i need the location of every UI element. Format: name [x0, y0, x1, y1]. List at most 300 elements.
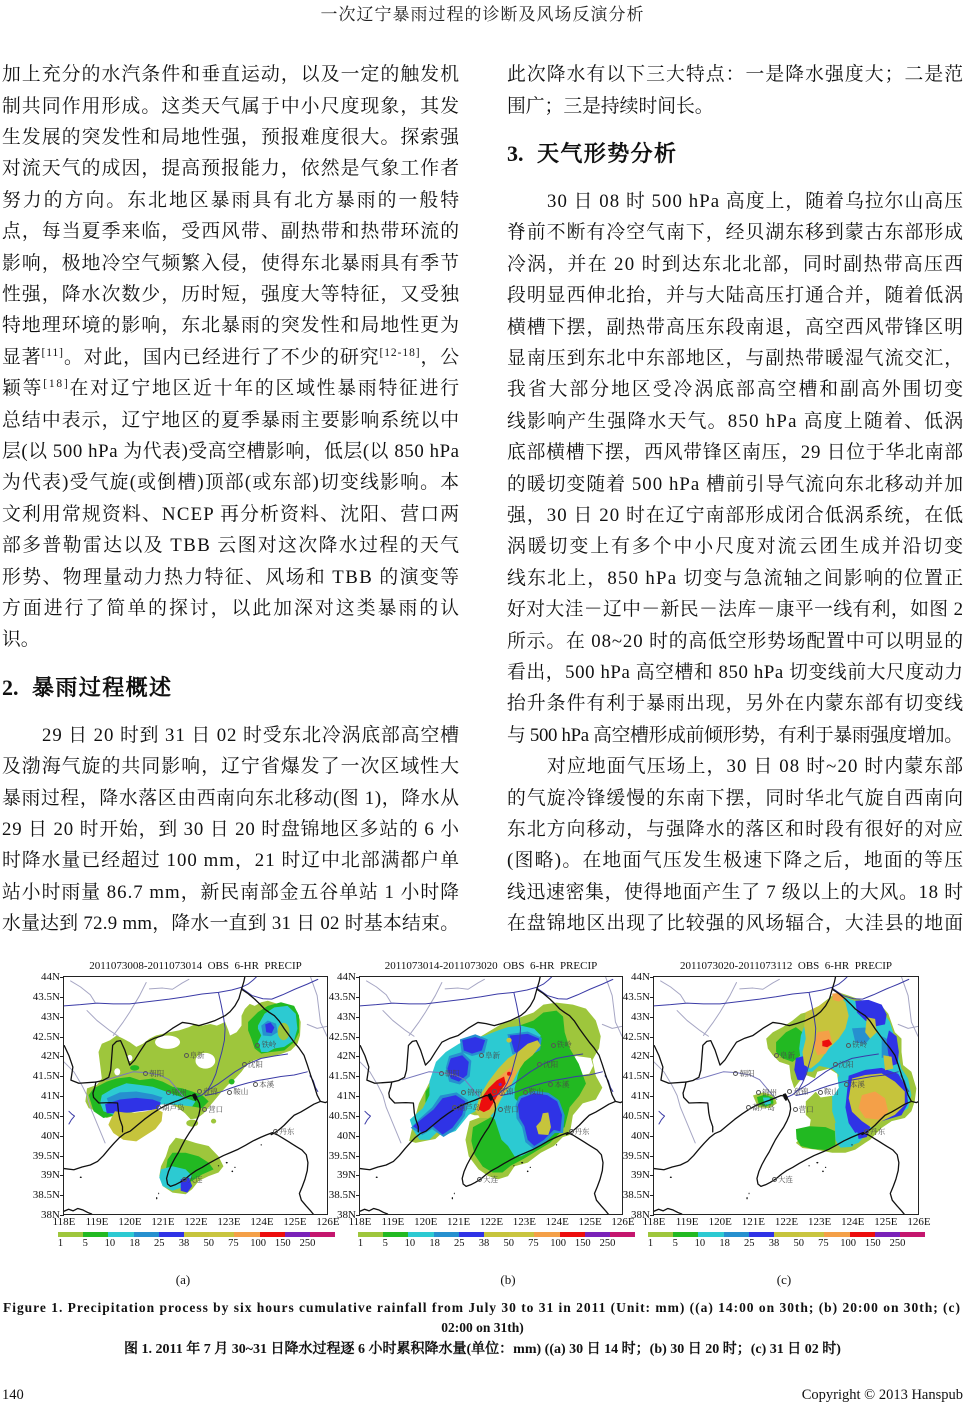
text-line: [2, 405, 459, 436]
station-name: 阜新: [485, 1050, 501, 1060]
text-line: [507, 406, 963, 437]
colorbar-segment: [534, 1232, 559, 1237]
colorbar-segment: [358, 1232, 383, 1237]
text-run: 。对此，国内已经进行了不少的研究: [63, 346, 380, 368]
lat-tick-label: 43.5N: [32, 990, 60, 1003]
text-line-content: 段明显西伸北抬，并与大陆高压打通合并，随着低涡: [507, 285, 965, 307]
text-line: [2, 783, 459, 814]
text-line: [507, 783, 963, 814]
text-line: [507, 217, 963, 248]
precip-area: [211, 1119, 216, 1124]
caption-text: Figure 1. Precipitation process by six hours cumulative rainfall from July 30 to 31 in 2011 (Unit: mm) ((a) 14:00 on 30th; (b) 20:00 on 30th; (c): [3, 1300, 961, 1315]
colorbar-level-label: 100: [840, 1237, 856, 1249]
text-line: [2, 530, 459, 561]
text-line-content: 在盘锦地区出现了比较强的风场辐合，大洼县的地面: [507, 913, 965, 935]
colorbar-level-label: 250: [299, 1237, 316, 1249]
text-line: [507, 908, 963, 939]
colorbar-segment: [749, 1232, 774, 1237]
text-line: [507, 563, 963, 594]
subfigure-label-c: (c): [776, 1272, 792, 1287]
lat-tick-label: 39.5N: [32, 1149, 60, 1162]
lon-tick-label: 123E: [808, 1216, 832, 1228]
text-line: [507, 280, 963, 311]
lat-tick-label: 39N: [41, 1169, 60, 1182]
citation-superscript: [18]: [43, 378, 70, 391]
lat-tick-label: 44N: [337, 971, 356, 983]
lon-tick-label: 120E: [414, 1216, 438, 1228]
lat-tick-label: 38N: [41, 1209, 60, 1221]
station-name: 营口: [208, 1104, 224, 1114]
text-line: [507, 437, 963, 468]
figure-caption-english-line-1: [3, 1299, 960, 1317]
station-name: 朝阳: [149, 1068, 165, 1078]
text-line-content: 30 日 08 时 500 hPa 高度上，随着乌拉尔山高压: [547, 191, 965, 213]
text-line-content: 识。: [2, 629, 40, 651]
lon-tick-label: 126E: [611, 1216, 635, 1228]
lat-tick-label: 41N: [337, 1090, 356, 1102]
text-line-content: 部多普勒雷达以及 TBB 云图对这次降水过程的天气: [2, 535, 461, 557]
text-line-content: 制共同作用形成。这类天气属于中小尺度现象，其发: [2, 95, 461, 117]
lat-tick-label: 40.5N: [32, 1109, 60, 1122]
station-name: 葫芦岛: [457, 1102, 481, 1112]
lon-tick-label: 122E: [774, 1216, 799, 1228]
text-line-content: 与 500 hPa 高空槽形成前倾形势，有利于暴雨强度增加。: [507, 724, 963, 746]
text-line-content: 文利用常规资料、NCEP 再分析资料、沈阳、营口两: [2, 503, 461, 525]
precip-area: [108, 1109, 162, 1141]
text-line-content: 29 日 20 时开始，到 30 日 20 时盘锦地区多站的 6 小: [2, 818, 460, 840]
station-name: 本溪: [554, 1079, 570, 1089]
lon-tick-label: 122E: [184, 1216, 208, 1228]
text-run: ，公: [420, 346, 460, 368]
colorbar-level-label: 250: [889, 1237, 906, 1249]
text-line-content: 抬升条件有利于暴雨出现，另外在内蒙东部有切变线: [507, 693, 965, 715]
lat-tick-label: 43.5N: [622, 990, 650, 1003]
station-name: 丹东: [279, 1126, 295, 1136]
citation-superscript: [11]: [41, 346, 64, 359]
subfigure-label-a: (a): [175, 1272, 191, 1287]
text-line: [2, 624, 459, 655]
station-name: 大连: [483, 1174, 499, 1184]
text-line: [2, 373, 459, 404]
subfigure-label-b: (b): [500, 1272, 516, 1287]
colorbar-segment: [875, 1232, 900, 1237]
lat-tick-label: 41N: [41, 1090, 60, 1102]
figure-caption-english-line-2: 02:00 on 31th): [441, 1320, 524, 1335]
text-run: 颖等: [2, 378, 44, 400]
text-line: [2, 279, 459, 310]
lat-tick-label: 42N: [337, 1050, 356, 1063]
text-line: [507, 500, 963, 531]
station-name: 鞍山: [823, 1087, 839, 1097]
colorbar-segment: [799, 1232, 824, 1237]
section-number: 3.: [507, 141, 524, 167]
page-number: 140: [2, 1387, 24, 1403]
paragraph: [507, 186, 963, 751]
panel-title: 2011073008-2011073014 OBS 6-HR PRECIP: [89, 960, 302, 972]
colorbar-c: [648, 1232, 925, 1237]
map-panel-b: [328, 960, 635, 1228]
colorbar-segment: [484, 1232, 509, 1237]
text-line: [2, 593, 462, 624]
colorbar-segment: [285, 1232, 310, 1237]
station-name: 锦州: [467, 1087, 483, 1097]
colorbar-segment: [698, 1232, 723, 1237]
station-name: 铁岭: [261, 1040, 277, 1050]
colorbar-segment: [900, 1232, 925, 1237]
colorbar-segment: [724, 1232, 749, 1237]
text-line-content: [2, 378, 461, 399]
colorbar-level-label: 150: [864, 1237, 881, 1249]
text-line: [507, 845, 963, 876]
colorbar-segment: [209, 1232, 234, 1237]
text-line: [2, 122, 459, 153]
colorbar-level-label: 50: [203, 1237, 214, 1249]
lat-tick-label: 43N: [337, 1010, 356, 1023]
lon-tick-label: 118E: [642, 1216, 666, 1228]
colorbar-level-label: 18: [129, 1237, 140, 1249]
colorbar-labels-a: [58, 1238, 335, 1250]
text-line: [2, 499, 459, 530]
colorbar-segment: [560, 1232, 585, 1237]
lat-tick-label: 38.5N: [622, 1189, 650, 1202]
lat-tick-label: 42.5N: [32, 1030, 60, 1043]
text-line: [2, 877, 459, 908]
colorbar-labels-c: [648, 1238, 925, 1250]
colorbar-segment: [509, 1232, 534, 1237]
text-line-content: 特地理环境的影响，东北暴雨的突发性和局地性更为: [2, 315, 461, 337]
text-line-content: (图略)。在地面气压发生极速下降之后，地面的等压: [507, 850, 965, 872]
colorbar-segment: [383, 1232, 408, 1237]
paragraph: [2, 720, 459, 940]
lat-tick-label: 38N: [631, 1209, 650, 1221]
lat-tick-label: 39N: [631, 1169, 650, 1182]
text-line-content: 对应地面气压场上，30 日 08 时~20 时内蒙东部: [547, 756, 965, 778]
station-name: 盘锦: [793, 1086, 809, 1096]
no-precip-gap: [155, 1035, 180, 1048]
colorbar-level-label: 25: [744, 1237, 755, 1249]
text-line-content: 努力的方向。东北地区暴雨具有北方暴雨的一般特: [2, 189, 462, 211]
colorbar-level-label: 10: [694, 1237, 706, 1249]
citation-superscript: [12-18]: [379, 346, 421, 359]
running-header: 一次辽宁暴雨过程的诊断及风场反演分析: [320, 5, 645, 24]
precip-field: [753, 992, 916, 1152]
colorbar-level-label: 75: [818, 1237, 829, 1249]
text-line-content: 层(以 500 hPa 为代表)受高空槽影响，低层(以 850 hPa: [2, 440, 460, 462]
text-line-content: 的暖切变随着 500 hPa 槽前引导气流向东北移动并加: [507, 473, 965, 495]
text-line-content: 线迅速密集，使得地面产生了 7 级以上的大风。18 时: [507, 881, 964, 903]
text-line: [507, 531, 963, 562]
colorbar-level-label: 1: [57, 1237, 64, 1249]
station-name: 铁岭: [852, 1040, 868, 1050]
map-panel-a: [32, 960, 340, 1228]
lat-tick-label: 40N: [631, 1129, 650, 1142]
lat-tick-label: 43N: [631, 1010, 650, 1023]
text-line-content: 线东北上，850 hPa 切变与急流轴之间影响的位置正: [507, 567, 965, 589]
lon-tick-label: 119E: [381, 1216, 405, 1228]
station-name: 营口: [798, 1104, 814, 1114]
lon-tick-label: 126E: [907, 1216, 931, 1228]
precipitation-map: [64, 977, 327, 1214]
text-line-content: 横槽下摆，副热带高压东段南退，高空西风带锋区明: [507, 316, 965, 338]
lon-tick-label: 119E: [85, 1216, 109, 1228]
colorbar-level-label: 25: [454, 1237, 465, 1249]
station-name: 沈阳: [838, 1059, 854, 1069]
colorbar-segment: [850, 1232, 875, 1237]
figure-caption-chinese: 图 1. 2011 年 7 月 30~31 日降水过程逐 6 小时累积降水量(单位：mm) ((a) 30 日 14 时；(b) 30 日 20 时；(c) 31 日 02 时): [124, 1342, 841, 1357]
precipitation-map: [654, 977, 918, 1214]
lon-tick-label: 121E: [151, 1216, 175, 1228]
text-line: [2, 467, 459, 498]
station-name: 大连: [187, 1174, 203, 1184]
text-line-content: 形势、物理量动力热力特征、风场和 TBB 的演变等: [2, 566, 461, 588]
text-line: [2, 342, 459, 373]
colorbar-level-label: 38: [178, 1237, 190, 1249]
lon-tick-label: 125E: [874, 1216, 898, 1228]
text-line-content: 线影响产生强降水天气。850 hPa 高度上随着、低涡: [507, 410, 965, 432]
text-line: [2, 185, 462, 216]
text-line-content: 所示。在 08~20 时的高低空形势场配置中可以明显的: [507, 630, 964, 652]
lon-tick-label: 119E: [675, 1216, 699, 1228]
lon-tick-label: 118E: [348, 1216, 372, 1228]
lat-tick-label: 42.5N: [328, 1030, 356, 1043]
station-name: 大连: [778, 1174, 794, 1184]
station-name: 阜新: [189, 1050, 205, 1060]
lon-tick-label: 121E: [447, 1216, 471, 1228]
station-name: 盘锦: [202, 1086, 218, 1096]
colorbar-segment: [159, 1232, 184, 1237]
text-line-content: 总结中表示，辽宁地区的夏季暴雨主要影响系统以中: [2, 409, 461, 431]
text-line-content: 看出，500 hPa 高空槽和 850 hPa 切变线前大尺度动力: [507, 661, 964, 683]
text-line: [507, 594, 963, 625]
lat-tick-label: 39N: [337, 1169, 356, 1182]
lon-tick-label: 123E: [217, 1216, 241, 1228]
lon-tick-label: 123E: [512, 1216, 536, 1228]
station-name: 铁岭: [556, 1040, 572, 1050]
colorbar-level-label: 38: [478, 1237, 490, 1249]
colorbar-segment: [648, 1232, 673, 1237]
lon-tick-label: 124E: [250, 1216, 274, 1228]
colorbar-level-label: 1: [647, 1237, 654, 1249]
no-precip-gap: [814, 1069, 839, 1098]
text-line-content: 冷涡，并在 20 时到达东北北部，同时副热带高压西: [507, 253, 965, 275]
text-line-content: 显南压到东北中东部地区，与副热带暖湿气流交汇，: [507, 348, 965, 370]
lat-tick-label: 42.5N: [622, 1030, 650, 1043]
station-name: 葫芦岛: [162, 1102, 185, 1112]
station-name: 朝阳: [444, 1068, 460, 1078]
text-line: [2, 814, 459, 845]
text-line: [507, 751, 963, 782]
station-name: 鞍山: [233, 1087, 249, 1097]
paragraph: [507, 751, 963, 939]
lat-tick-label: 39.5N: [328, 1149, 356, 1162]
colorbar-segment: [310, 1232, 335, 1237]
colorbar-level-label: 5: [672, 1237, 678, 1249]
no-precip-gap: [196, 1053, 216, 1069]
text-line: [2, 751, 459, 782]
section-number: 2.: [2, 674, 19, 700]
colorbar-segment: [58, 1232, 83, 1237]
text-line-content: 对流天气的成因，提高预报能力，依然是气象工作者: [2, 158, 461, 180]
text-line: [507, 877, 963, 908]
station-name: 本溪: [259, 1079, 275, 1089]
text-run: 显著: [2, 346, 42, 368]
station-name: 鞍山: [528, 1087, 544, 1097]
colorbar-segment: [434, 1232, 459, 1237]
text-line-content: 的气旋冷锋缓慢的东南下摆，同时华北气旋自西南向: [507, 787, 965, 809]
text-line: [2, 248, 459, 279]
text-line-content: 此次降水有以下三大特点：一是降水强度大；二是范: [507, 64, 965, 86]
lat-tick-label: 38.5N: [32, 1189, 60, 1202]
station-name: 盘锦: [498, 1086, 514, 1096]
lat-tick-label: 41.5N: [32, 1070, 60, 1083]
paragraph: [2, 59, 462, 655]
section-heading: [2, 656, 459, 720]
lat-tick-label: 40N: [337, 1129, 356, 1142]
colorbar-level-label: 100: [550, 1237, 566, 1249]
lat-tick-label: 39.5N: [622, 1149, 650, 1162]
text-line: [507, 374, 963, 405]
precip-area: [130, 1065, 139, 1071]
station-name: 朝阳: [739, 1068, 755, 1078]
text-line: [2, 908, 459, 939]
colorbar-segment: [610, 1232, 635, 1237]
lat-tick-label: 42N: [631, 1050, 650, 1063]
lat-tick-label: 40N: [41, 1129, 60, 1142]
text-line-content: 时降水量已经超过 100 mm，21 时辽中北部满都户单: [2, 850, 461, 872]
colorbar-level-label: 5: [82, 1237, 88, 1249]
text-line-content: 水量达到 72.9 mm，降水一直到 31 日 02 时基本结束。: [2, 913, 460, 935]
text-line-content: 方面进行了简单的探讨，以此加深对这类暴雨的认: [2, 597, 462, 619]
colorbar-segment: [824, 1232, 849, 1237]
lon-tick-label: 126E: [316, 1216, 340, 1228]
colorbar-level-label: 150: [274, 1237, 291, 1249]
precip-area: [229, 1079, 235, 1085]
station-name: 丹东: [574, 1126, 590, 1136]
panel-title: 2011073020-2011073112 OBS 6-HR PRECIP: [679, 960, 893, 972]
text-line: [2, 153, 459, 184]
text-line-content: 涡暖切变上有多个中小尺度对流云团生成并沿切变: [507, 536, 965, 558]
text-line: [507, 626, 963, 657]
lon-tick-label: 120E: [118, 1216, 142, 1228]
colorbar-level-label: 38: [768, 1237, 780, 1249]
text-line-content: 脊前不断有冷空气南下，经贝湖东移到蒙古东部形成: [507, 222, 965, 244]
section-heading: [507, 122, 963, 186]
no-precip-gap: [114, 1068, 120, 1075]
colorbar-segment: [673, 1232, 698, 1237]
lat-tick-label: 43.5N: [328, 990, 356, 1003]
text-line: [2, 845, 459, 876]
copyright-notice: Copyright © 2013 Hanspub: [801, 1387, 963, 1403]
text-line: [2, 91, 459, 122]
text-line: [2, 216, 459, 247]
colorbar-segment: [585, 1232, 610, 1237]
text-line-content: 底部横槽下摆，西风带锋区南压，29 日位于华北南部: [507, 442, 964, 464]
colorbar-segment: [234, 1232, 259, 1237]
station-name: 丹东: [870, 1126, 886, 1136]
colorbar-level-label: 100: [250, 1237, 266, 1249]
text-line: [507, 657, 963, 688]
lon-tick-label: 120E: [708, 1216, 732, 1228]
station-name: 锦州: [762, 1087, 778, 1097]
colorbar-level-label: 75: [528, 1237, 539, 1249]
colorbar-segment: [184, 1232, 209, 1237]
colorbar-level-label: 25: [154, 1237, 165, 1249]
colorbar-b: [358, 1232, 635, 1237]
text-line: [507, 343, 963, 374]
right-text-column: [507, 59, 963, 939]
lat-tick-label: 42N: [41, 1050, 60, 1063]
colorbar-level-label: 10: [404, 1237, 416, 1249]
text-line-content: 点，每当夏季来临，受西风带、副热带和热带环流的: [2, 221, 461, 243]
text-line: [507, 91, 963, 122]
colorbar-level-label: 5: [382, 1237, 388, 1249]
text-line: [2, 562, 459, 593]
colorbar-segment: [459, 1232, 484, 1237]
paragraph: [507, 59, 963, 122]
text-line-content: 生发展的突发性和局地性强，预报难度很大。探索强: [2, 127, 461, 149]
precip-area: [506, 1038, 511, 1043]
lat-tick-label: 44N: [41, 971, 60, 983]
text-line-content: 围广；三是持续时间长。: [507, 95, 714, 117]
precip-area: [278, 1023, 290, 1040]
station-name: 本溪: [849, 1079, 865, 1089]
text-line-content: 为代表)受气旋(或倒槽)顶部(或东部)切变线影响。本: [2, 472, 461, 494]
text-line-content: [2, 347, 460, 368]
text-line-content: 站小时雨量 86.7 mm，新民南部金五谷单站 1 小时降: [2, 881, 461, 903]
text-line-content: 及渤海气旋的共同影响，辽宁省爆发了一次区域性大: [2, 756, 461, 778]
colorbar-level-label: 150: [574, 1237, 591, 1249]
lon-tick-label: 118E: [52, 1216, 76, 1228]
text-line-content: 加上充分的水汽条件和垂直运动，以及一定的触发机: [2, 64, 461, 86]
lon-tick-label: 124E: [545, 1216, 569, 1228]
text-line-content: 我省大部分地区受冷涡底部高空槽和副高外围切变: [507, 379, 965, 401]
text-line-content: 影响，极地冷空气频繁入侵，使得东北暴雨具有季节: [2, 252, 461, 274]
lat-tick-label: 38.5N: [328, 1189, 356, 1202]
lat-tick-label: 38N: [337, 1209, 356, 1221]
text-line: [507, 688, 963, 719]
panel-title: 2011073014-2011073020 OBS 6-HR PRECIP: [384, 960, 598, 972]
section-title: 天气形势分析: [537, 141, 678, 167]
station-name: 沈阳: [543, 1059, 559, 1069]
colorbar-level-label: 50: [793, 1237, 804, 1249]
text-line-content: 29 日 20 时到 31 日 02 时受东北冷涡底部高空槽: [42, 724, 460, 746]
lat-tick-label: 40.5N: [328, 1109, 356, 1122]
text-line: [507, 249, 963, 280]
station-name: 营口: [503, 1104, 519, 1114]
colorbar-segment: [774, 1232, 799, 1237]
colorbar-level-label: 75: [228, 1237, 239, 1249]
text-line-content: 强，30 日 20 时在辽宁南部形成闭合低涡系统，在低: [507, 504, 965, 526]
lat-tick-label: 40.5N: [622, 1109, 650, 1122]
text-run: 在对辽宁地区近十年的区域性暴雨特征进行: [69, 378, 461, 400]
colorbar-level-label: 18: [429, 1237, 440, 1249]
colorbar-a: [58, 1232, 335, 1237]
text-line: [507, 814, 963, 845]
colorbar-level-label: 250: [599, 1237, 616, 1249]
text-line: [507, 469, 963, 500]
text-line-content: 东北方向移动，与强降水的落区和时段有很好的对应: [507, 818, 965, 840]
text-line-content: 好对大洼－辽中－新民－法库－康平一线有利，如图 2: [507, 599, 964, 621]
section-title: 暴雨过程概述: [32, 674, 173, 700]
precipitation-map: [360, 977, 622, 1214]
station-name: 沈阳: [247, 1059, 263, 1069]
lon-tick-label: 122E: [479, 1216, 504, 1228]
left-text-column: [2, 59, 462, 939]
lat-tick-label: 41N: [631, 1090, 650, 1102]
colorbar-level-label: 50: [503, 1237, 514, 1249]
text-line: [507, 312, 963, 343]
station-name: 阜新: [780, 1050, 796, 1060]
